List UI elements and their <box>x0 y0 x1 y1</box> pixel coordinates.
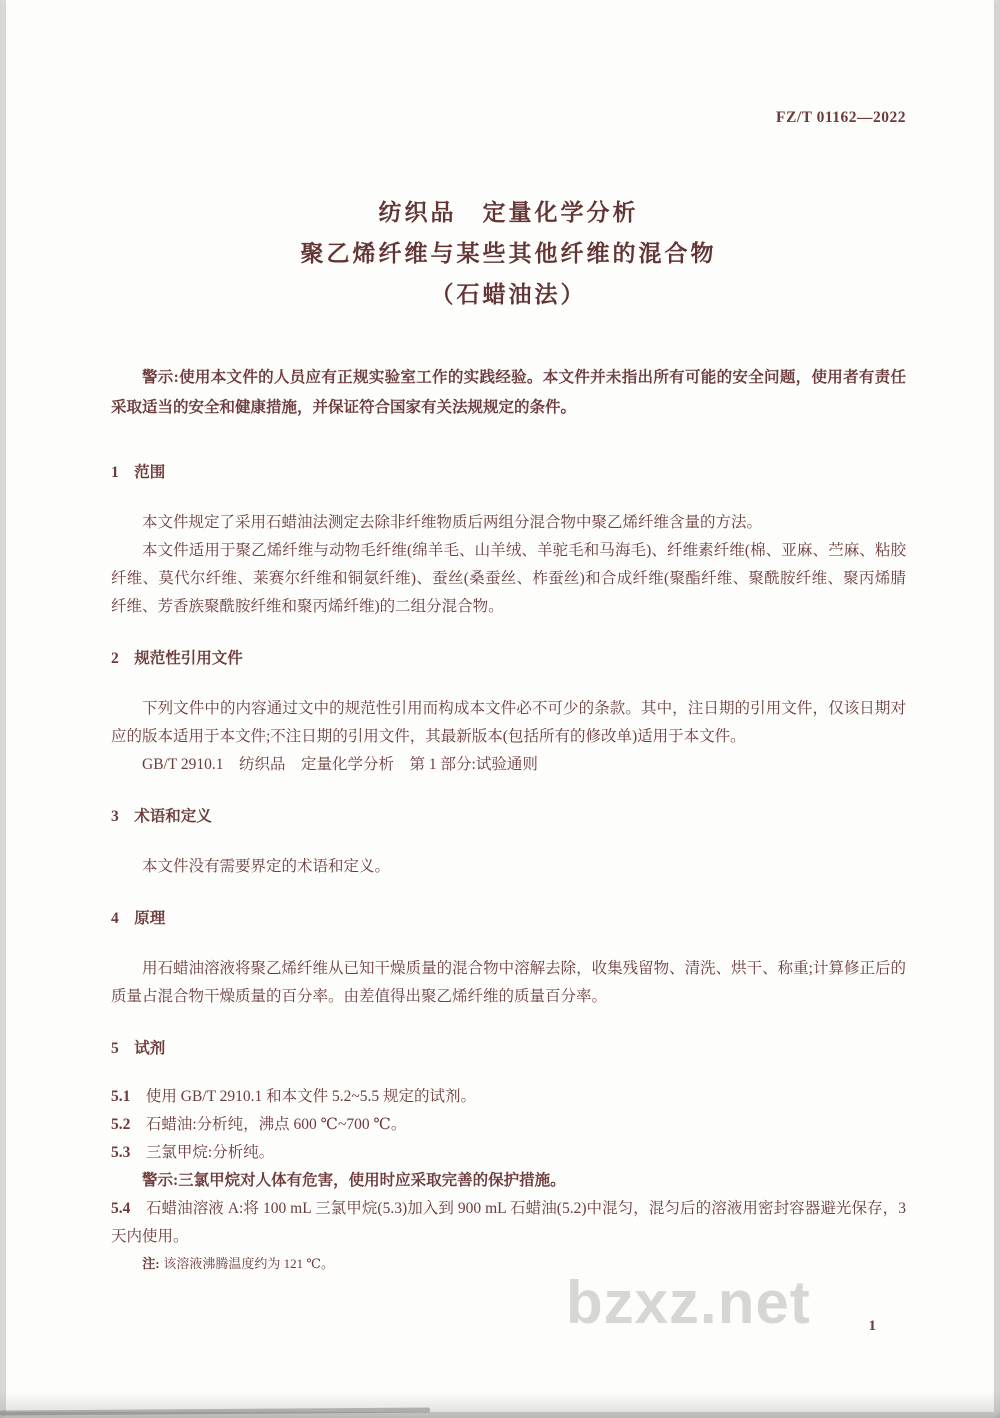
note-label: 注: <box>142 1256 160 1271</box>
site-watermark: bzxz.net <box>566 1269 811 1336</box>
clause-5-3-label: 5.3 <box>111 1144 131 1161</box>
clause-5-4-text: 石蜡油溶液 A:将 100 mL 三氯甲烷(5.3)加入到 900 mL 石蜡油(5.2)中混匀，混匀后的溶液用密封容器避光保存，3 天内使用。 <box>111 1200 906 1245</box>
clause-5-3 <box>111 1139 906 1167</box>
section-4-paragraph-1: 用石蜡油溶液将聚乙烯纤维从已知干燥质量的混合物中溶解去除，收集残留物、清洗、烘干、称重;计算修正后的质量占混合物干燥质量的百分率。由差值得出聚乙烯纤维的质量百分率。 <box>111 960 906 1005</box>
scan-left-edge-shadow <box>0 0 7 1418</box>
section-1-heading: 1 范围 <box>111 464 166 481</box>
clause-5-1-label: 5.1 <box>111 1088 131 1105</box>
section-5-heading: 5 试剂 <box>111 1040 166 1057</box>
title-line-2: 聚乙烯纤维与某些其他纤维的混合物 <box>300 241 717 266</box>
clause-5-2-text: 石蜡油:分析纯，沸点 600 ℃~700 ℃。 <box>145 1116 407 1133</box>
clause-5-1 <box>111 1083 906 1111</box>
top-warning: 警示:使用本文件的人员应有正规实验室工作的实践经验。本文件并未指出所有可能的安全问题，使用者有责任采取适当的安全和健康措施，并保证符合国家有关法规规定的条件。 <box>111 369 906 416</box>
clause-5-2 <box>111 1111 906 1139</box>
title-line-3: （石蜡油法） <box>430 282 587 307</box>
note-text: 该溶液沸腾温度约为 121 ℃。 <box>163 1256 334 1271</box>
section-2-reference: GB/T 2910.1 纺织品 定量化学分析 第 1 部分:试验通则 <box>142 756 538 773</box>
page-content <box>111 0 906 1277</box>
document-title <box>111 192 906 315</box>
section-3-paragraph-1: 本文件没有需要界定的术语和定义。 <box>142 858 391 875</box>
section-2-heading: 2 规范性引用文件 <box>111 650 243 667</box>
clause-5-4-label: 5.4 <box>111 1200 131 1217</box>
clause-5-1-text: 使用 GB/T 2910.1 和本文件 5.2~5.5 规定的试剂。 <box>145 1088 477 1105</box>
section-1-paragraph-2: 本文件适用于聚乙烯纤维与动物毛纤维(绵羊毛、山羊绒、羊驼毛和马海毛)、纤维素纤维(棉、亚麻、苎麻、粘胶纤维、莫代尔纤维、莱赛尔纤维和铜氨纤维)、蚕丝(桑蚕丝、柞蚕丝)和合成纤维(聚酯纤维、聚酰胺纤维、聚丙烯腈纤维、芳香族聚酰胺纤维和聚丙烯纤维)的二组分混合物。 <box>111 542 906 615</box>
clause-5-2-label: 5.2 <box>111 1116 131 1133</box>
standard-number: FZ/T 01162—2022 <box>776 109 906 126</box>
page-number: 1 <box>868 1318 876 1334</box>
clause-5-4 <box>111 1195 906 1251</box>
section-3-heading: 3 术语和定义 <box>111 808 212 825</box>
scan-right-edge-shadow <box>992 0 1000 1418</box>
section-4-heading: 4 原理 <box>111 910 166 927</box>
clause-5-3-warning: 警示:三氯甲烷对人体有危害，使用时应采取完善的保护措施。 <box>142 1172 566 1189</box>
section-1-paragraph-1: 本文件规定了采用石蜡油法测定去除非纤维物质后两组分混合物中聚乙烯纤维含量的方法。 <box>142 514 763 531</box>
document-page <box>6 0 994 1412</box>
title-line-1: 纺织品 定量化学分析 <box>378 200 639 225</box>
clause-5-3-text: 三氯甲烷:分析纯。 <box>145 1144 275 1161</box>
section-2-paragraph-1: 下列文件中的内容通过文中的规范性引用而构成本文件必不可少的条款。其中，注日期的引用文件，仅该日期对应的版本适用于本文件;不注日期的引用文件，其最新版本(包括所有的修改单)适用于本文件。 <box>111 700 906 745</box>
